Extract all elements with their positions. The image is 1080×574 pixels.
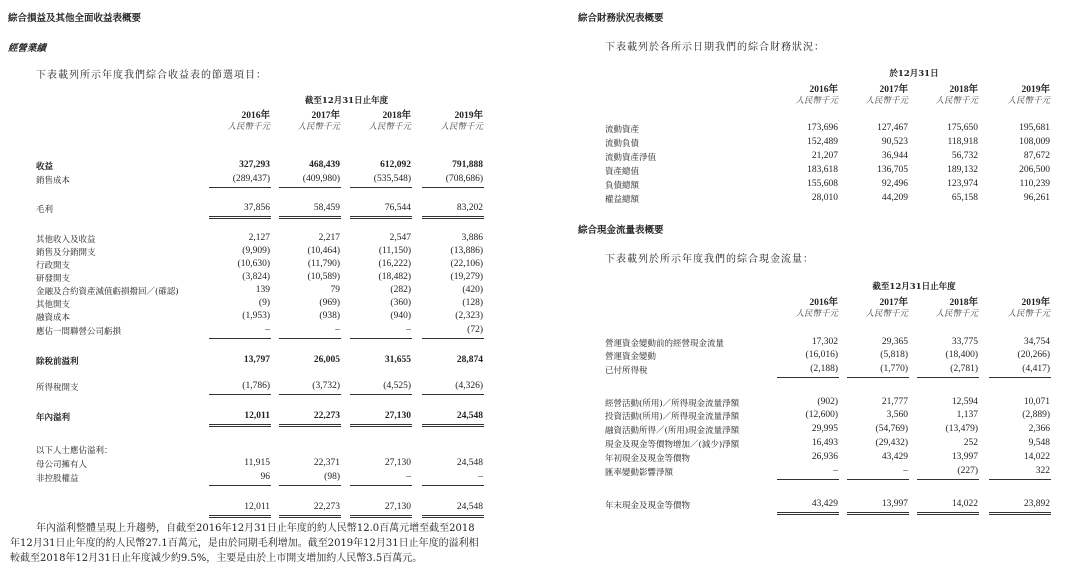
income-row-value: 468,439 bbox=[309, 160, 340, 170]
position-period-header: 於12月31日 bbox=[889, 69, 939, 79]
underline bbox=[422, 187, 484, 188]
income-row-value: 24,548 bbox=[456, 502, 483, 512]
income-row-value: (10,630) bbox=[237, 259, 270, 269]
position-row-value: 123,974 bbox=[947, 179, 978, 189]
income-row-value: 11,915 bbox=[244, 458, 270, 468]
income-row-value: 327,293 bbox=[239, 160, 270, 170]
income-row-value: 2,217 bbox=[318, 233, 340, 243]
income-row-value: 22,371 bbox=[313, 458, 340, 468]
income-row-value: 28,874 bbox=[456, 355, 483, 365]
income-row-value: 2,547 bbox=[389, 233, 411, 243]
double-underline bbox=[279, 424, 341, 427]
cashflow-row-value: 252 bbox=[963, 438, 978, 448]
income-row-value: – bbox=[406, 472, 411, 482]
underline bbox=[777, 377, 839, 378]
underline bbox=[989, 377, 1051, 378]
cashflow-row-label: 匯率變動影響淨額 bbox=[605, 468, 674, 478]
income-subtitle: 經營業績 bbox=[8, 43, 47, 54]
cashflow-year-header: 2019年 bbox=[1021, 298, 1050, 308]
cashflow-section-title: 綜合現金流量表概要 bbox=[578, 225, 664, 236]
underline bbox=[422, 338, 484, 339]
position-year-header: 2017年 bbox=[879, 85, 908, 95]
position-row-value: 118,918 bbox=[947, 137, 978, 147]
income-row-value: – bbox=[335, 325, 340, 335]
income-period-header: 截至12月31日止年度 bbox=[304, 96, 389, 106]
cashflow-period-header: 截至12月31日止年度 bbox=[872, 282, 956, 292]
income-row-label: 行政開支 bbox=[36, 261, 71, 271]
income-unit-label: 人民幣千元 bbox=[368, 122, 411, 132]
double-underline bbox=[847, 512, 909, 515]
income-row-value: (9,909) bbox=[242, 246, 270, 256]
cashflow-row-value: (20,266) bbox=[1017, 350, 1050, 360]
underline bbox=[350, 394, 412, 395]
position-row-value: 175,650 bbox=[947, 123, 978, 133]
income-row-label: 年內溢利 bbox=[36, 413, 71, 423]
income-row-value: 83,202 bbox=[456, 203, 483, 213]
income-row-value: (938) bbox=[319, 311, 340, 321]
cashflow-unit-label: 人民幣千元 bbox=[795, 309, 838, 319]
cashflow-row-value: (12,600) bbox=[805, 410, 838, 420]
income-row-value: (708,686) bbox=[445, 174, 483, 184]
position-year-header: 2016年 bbox=[809, 85, 838, 95]
cashflow-row-label: 融資活動所得／(所用)現金流量淨額 bbox=[605, 426, 740, 436]
income-year-header: 2017年 bbox=[311, 111, 340, 121]
income-section-title: 綜合損益及其他全面收益表概要 bbox=[8, 13, 142, 24]
cashflow-row-value: 13,997 bbox=[951, 452, 978, 462]
underline bbox=[209, 187, 271, 188]
cashflow-year-header: 2016年 bbox=[809, 298, 838, 308]
cashflow-row-value: 43,429 bbox=[881, 452, 908, 462]
position-row-value: 36,944 bbox=[881, 151, 908, 161]
income-row-label: 收益 bbox=[36, 162, 54, 172]
position-row-value: 173,696 bbox=[807, 123, 838, 133]
double-underline bbox=[350, 515, 412, 518]
position-row-value: 96,261 bbox=[1023, 193, 1050, 203]
cashflow-row-value: 29,365 bbox=[881, 337, 908, 347]
income-row-value: 12,011 bbox=[244, 411, 270, 421]
position-unit-label: 人民幣千元 bbox=[795, 96, 838, 106]
underline bbox=[917, 479, 979, 480]
income-row-label: 金融及合約資產減值虧損撥回／(確認) bbox=[36, 287, 179, 297]
cashflow-row-value: (13,479) bbox=[945, 424, 978, 434]
income-row-label: 母公司擁有人 bbox=[36, 460, 88, 470]
position-row-label: 流動負債 bbox=[605, 139, 640, 149]
position-row-value: 127,467 bbox=[877, 123, 908, 133]
cashflow-year-header: 2018年 bbox=[949, 298, 978, 308]
cashflow-unit-label: 人民幣千元 bbox=[1007, 309, 1050, 319]
income-year-header: 2019年 bbox=[454, 111, 483, 121]
income-row-value: 24,548 bbox=[456, 411, 483, 421]
cashflow-row-value: 1,137 bbox=[956, 410, 978, 420]
double-underline bbox=[422, 424, 484, 427]
underline bbox=[989, 479, 1051, 480]
cashflow-row-value: (16,016) bbox=[805, 350, 838, 360]
income-row-value: 24,548 bbox=[456, 458, 483, 468]
income-row-value: 27,130 bbox=[384, 502, 411, 512]
double-underline bbox=[350, 424, 412, 427]
double-underline bbox=[422, 515, 484, 518]
position-row-value: 183,618 bbox=[807, 165, 838, 175]
position-row-value: 155,608 bbox=[807, 179, 838, 189]
cashflow-row-label: 營運資金變動前的經營現金流量 bbox=[605, 339, 725, 349]
cashflow-row-value: 13,997 bbox=[881, 499, 908, 509]
income-row-value: (72) bbox=[467, 325, 483, 335]
income-row-value: 22,273 bbox=[313, 502, 340, 512]
underline bbox=[422, 394, 484, 395]
cashflow-row-value: (5,818) bbox=[880, 350, 908, 360]
income-row-label: 毛利 bbox=[36, 205, 54, 215]
underline bbox=[350, 485, 412, 486]
income-row-value: (409,980) bbox=[302, 174, 340, 184]
income-row-label: 研發開支 bbox=[36, 274, 71, 284]
cashflow-row-value: (227) bbox=[957, 466, 978, 476]
income-row-value: (1,953) bbox=[242, 311, 270, 321]
income-row-value: 2,127 bbox=[248, 233, 270, 243]
position-row-value: 21,207 bbox=[811, 151, 838, 161]
income-unit-label: 人民幣千元 bbox=[440, 122, 483, 132]
income-unit-label: 人民幣千元 bbox=[227, 122, 270, 132]
cashflow-row-value: 33,775 bbox=[951, 337, 978, 347]
cashflow-row-value: 10,071 bbox=[1023, 397, 1050, 407]
position-row-value: 152,489 bbox=[807, 137, 838, 147]
income-row-value: (98) bbox=[324, 472, 340, 482]
cashflow-row-value: 322 bbox=[1035, 466, 1050, 476]
position-section-title: 綜合財務狀況表概要 bbox=[578, 13, 664, 24]
cashflow-row-value: 9,548 bbox=[1028, 438, 1050, 448]
position-row-value: 56,732 bbox=[951, 151, 978, 161]
income-row-value: (13,886) bbox=[450, 246, 483, 256]
position-year-header: 2019年 bbox=[1021, 85, 1050, 95]
position-row-value: 136,705 bbox=[877, 165, 908, 175]
cashflow-row-label: 投資活動(所用)／所得現金流量淨額 bbox=[605, 412, 740, 422]
double-underline bbox=[989, 512, 1051, 515]
cashflow-row-value: 2,366 bbox=[1028, 424, 1050, 434]
income-row-value: (420) bbox=[462, 285, 483, 295]
underline bbox=[847, 479, 909, 480]
position-unit-label: 人民幣千元 bbox=[1007, 96, 1050, 106]
income-row-value: (16,222) bbox=[378, 259, 411, 269]
double-underline bbox=[350, 216, 412, 219]
income-row-value: (128) bbox=[462, 298, 483, 308]
income-row-value: 22,273 bbox=[313, 411, 340, 421]
income-row-value: 79 bbox=[330, 285, 340, 295]
underline bbox=[209, 394, 271, 395]
income-row-value: 31,655 bbox=[384, 355, 411, 365]
income-row-value: 26,005 bbox=[313, 355, 340, 365]
underline bbox=[350, 338, 412, 339]
position-row-label: 流動資產淨值 bbox=[605, 153, 657, 163]
cashflow-row-value: 26,936 bbox=[811, 452, 838, 462]
underline bbox=[279, 338, 341, 339]
position-row-value: 110,239 bbox=[1019, 179, 1050, 189]
cashflow-row-value: 14,022 bbox=[1023, 452, 1050, 462]
position-year-header: 2018年 bbox=[949, 85, 978, 95]
cashflow-unit-label: 人民幣千元 bbox=[865, 309, 908, 319]
cashflow-row-label: 現金及現金等價物增加／(減少)淨額 bbox=[605, 440, 740, 450]
income-unit-label: 人民幣千元 bbox=[297, 122, 340, 132]
income-commentary: 年內溢利整體呈現上升趨勢，自截至2016年12月31日止年度的約人民幣12.0百萬元增至截至2018年12月31日止年度的約人民幣27.1百萬元，是由於同期毛利增加。截至2019年12月31日止年度的溢利相較截至2018年12月31日止年度減少約9.5%，主要是由於上市開支增加約人民幣3.5百萬元。 bbox=[10, 523, 479, 564]
cashflow-row-value: 23,892 bbox=[1023, 499, 1050, 509]
cashflow-row-value: 34,754 bbox=[1023, 337, 1050, 347]
income-row-label: 以下人士應佔溢利： bbox=[36, 446, 113, 456]
position-row-value: 28,010 bbox=[811, 193, 838, 203]
cashflow-row-label: 年末現金及現金等價物 bbox=[605, 501, 691, 511]
income-row-value: (940) bbox=[390, 311, 411, 321]
cashflow-row-value: – bbox=[833, 466, 838, 476]
cashflow-row-value: – bbox=[903, 466, 908, 476]
double-underline bbox=[209, 216, 271, 219]
position-row-value: 87,672 bbox=[1023, 151, 1050, 161]
underline bbox=[279, 394, 341, 395]
position-row-label: 流動資產 bbox=[605, 125, 640, 135]
cashflow-row-value: (2,889) bbox=[1022, 410, 1050, 420]
income-row-value: 139 bbox=[255, 285, 270, 295]
income-year-header: 2016年 bbox=[241, 111, 270, 121]
income-row-value: 612,092 bbox=[380, 160, 411, 170]
income-row-label: 除稅前溢利 bbox=[36, 357, 79, 367]
income-row-label: 其他收入及收益 bbox=[36, 235, 96, 245]
income-row-value: (9) bbox=[258, 298, 270, 308]
cashflow-row-label: 經營活動(所用)／所得現金流量淨額 bbox=[605, 399, 740, 409]
underline bbox=[279, 187, 341, 188]
position-row-value: 189,132 bbox=[947, 165, 978, 175]
cashflow-row-value: 43,429 bbox=[811, 499, 838, 509]
position-row-value: 195,681 bbox=[1019, 123, 1050, 133]
cashflow-row-value: (1,770) bbox=[880, 364, 908, 374]
cashflow-intro: 下表載列於所示年度我們的綜合現金流量： bbox=[605, 254, 814, 265]
position-row-value: 65,158 bbox=[951, 193, 978, 203]
income-row-value: (2,323) bbox=[455, 311, 483, 321]
income-row-value: 3,886 bbox=[461, 233, 483, 243]
cashflow-row-value: (2,781) bbox=[950, 364, 978, 374]
underline bbox=[209, 485, 271, 486]
cashflow-row-value: (29,432) bbox=[875, 438, 908, 448]
income-row-value: (282) bbox=[390, 285, 411, 295]
income-row-value: (289,437) bbox=[232, 174, 270, 184]
income-row-label: 所得稅開支 bbox=[36, 383, 79, 393]
position-row-value: 44,209 bbox=[881, 193, 908, 203]
income-row-value: (3,732) bbox=[312, 381, 340, 391]
income-row-label: 銷售成本 bbox=[36, 176, 71, 186]
position-row-value: 108,009 bbox=[1019, 137, 1050, 147]
income-row-value: (10,589) bbox=[307, 272, 340, 282]
income-row-value: (360) bbox=[390, 298, 411, 308]
cashflow-row-value: 3,560 bbox=[886, 410, 908, 420]
position-unit-label: 人民幣千元 bbox=[865, 96, 908, 106]
income-row-value: – bbox=[406, 325, 411, 335]
income-row-value: (11,790) bbox=[307, 259, 340, 269]
cashflow-row-value: (2,188) bbox=[810, 364, 838, 374]
underline bbox=[350, 187, 412, 188]
position-row-value: 90,523 bbox=[881, 137, 908, 147]
income-row-label: 銷售及分銷開支 bbox=[36, 248, 96, 258]
income-row-value: (4,525) bbox=[383, 381, 411, 391]
cashflow-row-value: (54,769) bbox=[875, 424, 908, 434]
double-underline bbox=[422, 216, 484, 219]
cashflow-row-value: 12,594 bbox=[951, 397, 978, 407]
income-row-value: (11,150) bbox=[378, 246, 411, 256]
income-row-value: (1,786) bbox=[242, 381, 270, 391]
cashflow-row-value: 21,777 bbox=[881, 397, 908, 407]
double-underline bbox=[777, 512, 839, 515]
income-year-header: 2018年 bbox=[382, 111, 411, 121]
cashflow-row-value: 29,995 bbox=[811, 424, 838, 434]
position-unit-label: 人民幣千元 bbox=[935, 96, 978, 106]
income-row-value: (18,482) bbox=[378, 272, 411, 282]
cashflow-row-value: 17,302 bbox=[811, 337, 838, 347]
income-row-value: – bbox=[478, 472, 483, 482]
income-row-value: 58,459 bbox=[313, 203, 340, 213]
double-underline bbox=[279, 216, 341, 219]
income-row-value: 96 bbox=[260, 472, 270, 482]
cashflow-row-label: 營運資金變動 bbox=[605, 352, 657, 362]
income-row-value: (19,279) bbox=[450, 272, 483, 282]
income-row-value: (4,326) bbox=[455, 381, 483, 391]
position-row-label: 負債總額 bbox=[605, 181, 640, 191]
income-row-value: 76,544 bbox=[384, 203, 411, 213]
income-row-value: (10,464) bbox=[307, 246, 340, 256]
cashflow-row-value: (902) bbox=[817, 397, 838, 407]
income-row-value: 27,130 bbox=[384, 458, 411, 468]
position-row-label: 權益總額 bbox=[605, 195, 640, 205]
income-row-label: 融資成本 bbox=[36, 313, 71, 323]
cashflow-row-label: 已付所得稅 bbox=[605, 366, 648, 376]
position-row-value: 206,500 bbox=[1019, 165, 1050, 175]
income-row-label: 非控股權益 bbox=[36, 474, 79, 484]
position-row-value: 92,496 bbox=[881, 179, 908, 189]
income-row-value: 791,888 bbox=[452, 160, 483, 170]
income-row-value: 37,856 bbox=[243, 203, 270, 213]
income-row-value: (969) bbox=[319, 298, 340, 308]
cashflow-row-label: 年初現金及現金等價物 bbox=[605, 454, 691, 464]
position-intro: 下表載列於各所示日期我們的綜合財務狀況： bbox=[605, 42, 825, 53]
cashflow-year-header: 2017年 bbox=[879, 298, 908, 308]
double-underline bbox=[209, 424, 271, 427]
income-row-value: 27,130 bbox=[384, 411, 411, 421]
cashflow-unit-label: 人民幣千元 bbox=[935, 309, 978, 319]
cashflow-row-value: 16,493 bbox=[811, 438, 838, 448]
underline bbox=[917, 377, 979, 378]
income-row-value: 12,011 bbox=[244, 502, 270, 512]
income-row-value: (535,548) bbox=[373, 174, 411, 184]
income-row-value: 13,797 bbox=[243, 355, 270, 365]
income-row-value: – bbox=[265, 325, 270, 335]
cashflow-row-value: (4,417) bbox=[1022, 364, 1050, 374]
income-row-label: 應佔一間聯營公司虧損 bbox=[36, 327, 122, 337]
position-row-label: 資產總值 bbox=[605, 167, 640, 177]
income-row-value: (22,106) bbox=[450, 259, 483, 269]
underline bbox=[422, 485, 484, 486]
underline bbox=[777, 479, 839, 480]
underline bbox=[279, 485, 341, 486]
cashflow-row-value: (18,400) bbox=[945, 350, 978, 360]
income-intro: 下表載列所示年度我們綜合收益表的節選項目： bbox=[36, 70, 267, 81]
income-row-label: 其他開支 bbox=[36, 300, 71, 310]
underline bbox=[847, 377, 909, 378]
cashflow-row-value: 14,022 bbox=[951, 499, 978, 509]
double-underline bbox=[279, 515, 341, 518]
double-underline bbox=[209, 515, 271, 518]
income-row-value: (3,824) bbox=[242, 272, 270, 282]
underline bbox=[209, 338, 271, 339]
double-underline bbox=[917, 512, 979, 515]
